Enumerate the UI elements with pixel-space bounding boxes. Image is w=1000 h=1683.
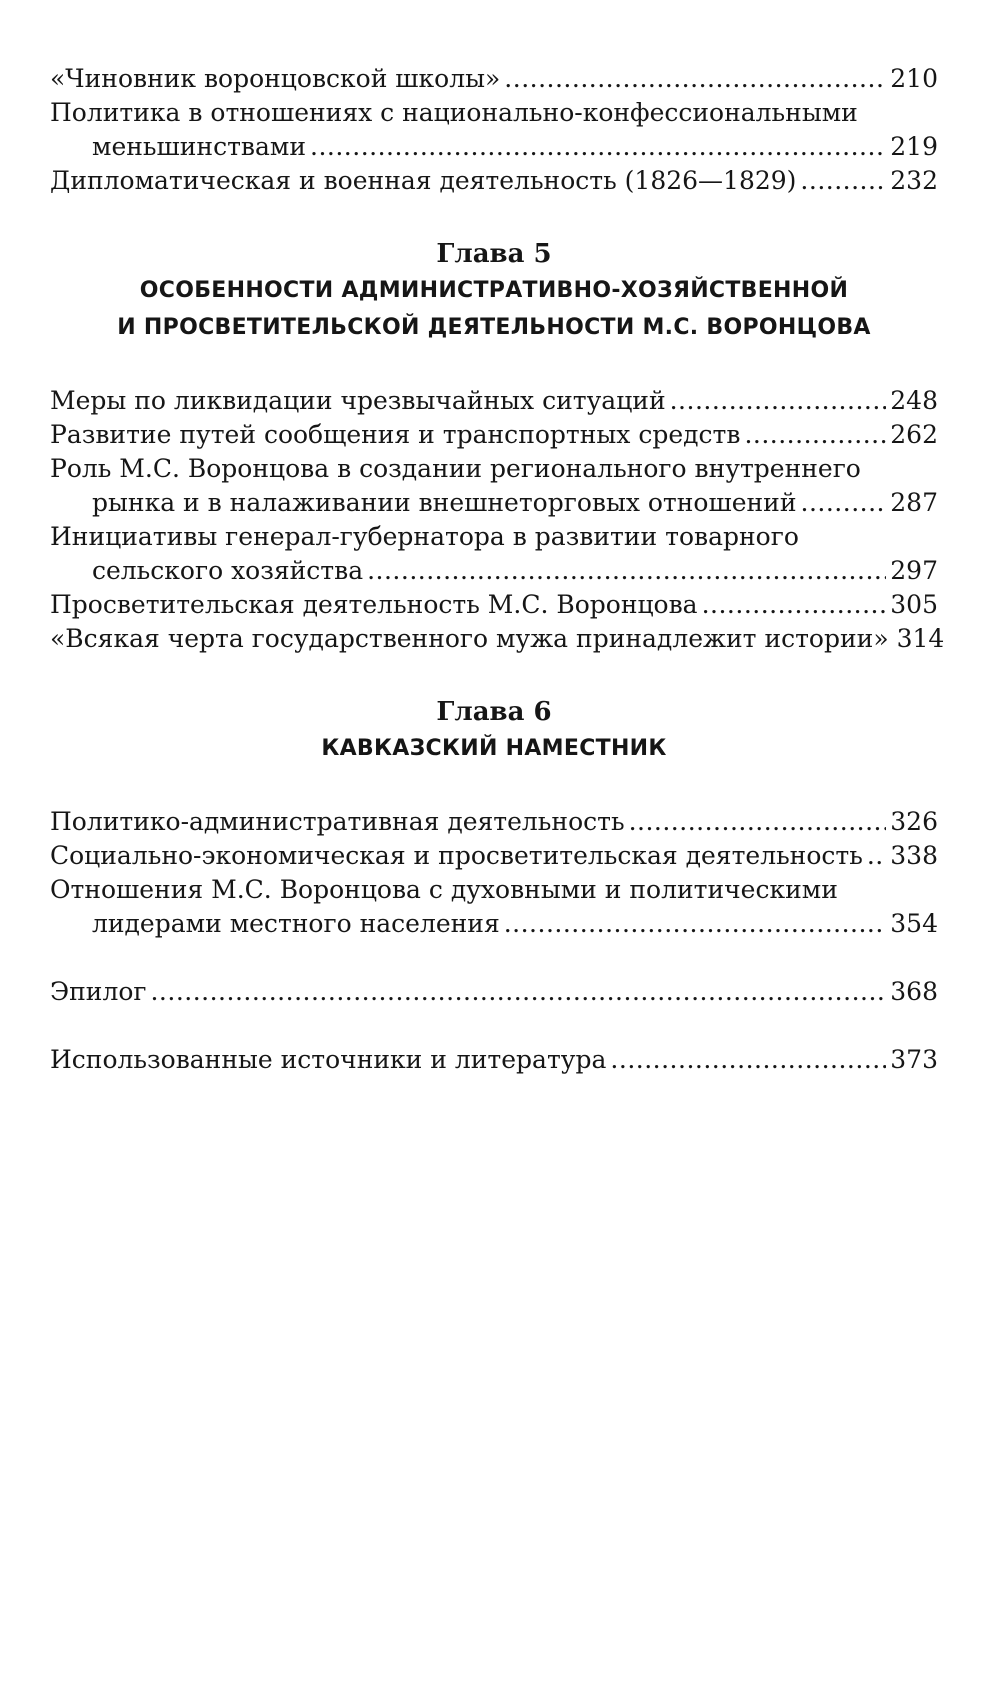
toc-page-number: 314	[896, 624, 945, 653]
toc-entry-title: Просветительская деятельность М.С. Воронцова	[50, 590, 698, 619]
toc-page-number: 219	[890, 132, 938, 161]
dot-leader	[504, 62, 886, 96]
toc-entry-title: Отношения М.С. Воронцова с духовными и политическими	[50, 875, 838, 904]
toc-entry-emergency[interactable]	[50, 384, 938, 418]
toc-entry-agriculture[interactable]	[50, 520, 938, 588]
toc-page-number: 354	[890, 909, 938, 938]
chapter-heading-line-1: КАВКАЗСКИЙ НАМЕСТНИК	[321, 736, 667, 761]
toc-entry-diplomatic[interactable]	[50, 164, 938, 198]
toc-entry-title: Использованные источники и литература	[50, 1045, 607, 1074]
toc-entry-sources[interactable]	[50, 1043, 938, 1077]
toc-entry-title-continued: рынка и в налаживании внешнеторговых отношений	[92, 488, 797, 517]
toc-entry-title: Меры по ликвидации чрезвычайных ситуаций	[50, 386, 666, 415]
toc-entry-title: «Чиновник воронцовской школы»	[50, 64, 501, 93]
toc-entry-title: Политика в отношениях с национально-конфессиональными	[50, 98, 858, 127]
section-spacer	[50, 941, 938, 975]
dot-leader	[800, 164, 886, 198]
toc-entry-transport[interactable]	[50, 418, 938, 452]
toc-page-number: 232	[890, 166, 938, 195]
section-spacer	[50, 1009, 938, 1043]
dot-leader	[702, 588, 887, 622]
toc-page-number: 248	[890, 386, 938, 415]
toc-entry-market[interactable]	[50, 452, 938, 520]
toc-entry-title: Политико-административная деятельность	[50, 807, 625, 836]
toc-entry-education[interactable]	[50, 588, 938, 622]
toc-page-number: 262	[890, 420, 938, 449]
toc-page-number: 305	[890, 590, 938, 619]
toc-page-number: 373	[890, 1045, 938, 1074]
dot-leader	[629, 805, 887, 839]
toc-entry-chinovnik[interactable]	[50, 62, 938, 96]
dot-leader	[150, 975, 886, 1009]
toc-entry-title: Роль М.С. Воронцова в создании регионального внутреннего	[50, 454, 861, 483]
dot-leader	[310, 130, 886, 164]
dot-leader	[610, 1043, 886, 1077]
toc-entry-title-continued: меньшинствами	[92, 132, 307, 161]
toc-entry-title-continued: сельского хозяйства	[92, 556, 364, 585]
toc-page-number: 287	[890, 488, 938, 517]
toc-entry-title-continued: лидерами местного населения	[92, 909, 500, 938]
chapter-6-header	[50, 694, 938, 767]
toc-page-number: 326	[890, 807, 938, 836]
toc-page-number: 338	[890, 841, 938, 870]
toc-page-number: 210	[890, 64, 938, 93]
toc-entry-epilogue[interactable]	[50, 975, 938, 1009]
dot-leader	[867, 839, 886, 873]
toc-entry-leaders[interactable]	[50, 873, 938, 941]
chapter-label: Глава 6	[436, 697, 552, 727]
dot-leader	[367, 554, 886, 588]
toc-entry-politika[interactable]	[50, 96, 938, 164]
toc-page-number: 297	[890, 556, 938, 585]
toc-entry-title: Дипломатическая и военная деятельность (1826—1829)	[50, 166, 797, 195]
toc-entry-political-admin[interactable]	[50, 805, 938, 839]
toc-entry-title: Эпилог	[50, 977, 147, 1006]
toc-entry-title: Развитие путей сообщения и транспортных средств	[50, 420, 741, 449]
chapter-label: Глава 5	[436, 239, 552, 269]
dot-leader	[504, 907, 887, 941]
toc-entry-title: «Всякая черта государственного мужа принадлежит истории»	[50, 624, 889, 653]
dot-leader	[744, 418, 886, 452]
table-of-contents	[50, 62, 945, 1077]
toc-entry-title: Инициативы генерал-губернатора в развитии товарного	[50, 522, 799, 551]
toc-page-number: 368	[890, 977, 938, 1006]
toc-entry-title: Социально-экономическая и просветительская деятельность	[50, 841, 863, 870]
chapter-heading-line-1: ОСОБЕННОСТИ АДМИНИСТРАТИВНО-ХОЗЯЙСТВЕННОЙ	[139, 278, 849, 303]
toc-entry-history[interactable]	[50, 622, 945, 656]
chapter-heading-line-2: И ПРОСВЕТИТЕЛЬСКОЙ ДЕЯТЕЛЬНОСТИ М.С. ВОРОНЦОВА	[117, 315, 871, 340]
dot-leader	[670, 384, 887, 418]
dot-leader	[801, 486, 887, 520]
toc-entry-socio-economic[interactable]	[50, 839, 938, 873]
chapter-5-header	[50, 236, 938, 346]
